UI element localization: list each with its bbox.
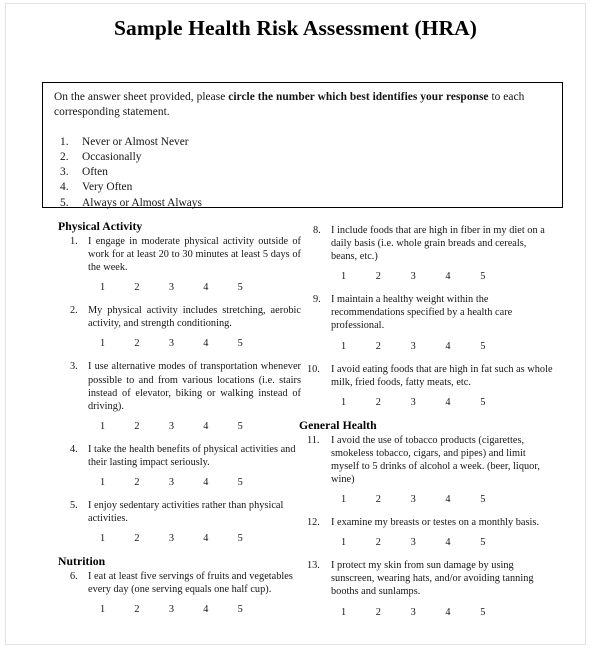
rating-option-2[interactable]: 2 (134, 338, 140, 350)
question-text: I maintain a healthy weight within the recommendations specified by a health care professional. (331, 294, 513, 332)
rating-scale-q6[interactable] (58, 604, 272, 616)
rating-option-4[interactable]: 4 (445, 494, 451, 506)
question-number: 2. (70, 305, 78, 317)
question-number: 13. (307, 560, 320, 572)
question-number: 9. (313, 294, 321, 306)
question-6 (58, 570, 301, 596)
question-number: 4. (70, 443, 78, 455)
instruction-lead-before: On the answer sheet provided, please (54, 91, 229, 103)
rating-option-2[interactable]: 2 (375, 494, 381, 506)
scale-legend-item (54, 150, 552, 165)
rating-option-3[interactable]: 3 (168, 420, 174, 432)
question-number: 12. (307, 517, 320, 529)
question-number: 6. (70, 571, 78, 583)
question-text: I use alternative modes of transportation whenever possible to and from various locations (i.e. stairs instead of elevator, biking or walking instead of driving). (88, 361, 301, 412)
instruction-box (42, 82, 563, 208)
rating-option-4[interactable]: 4 (445, 271, 451, 283)
question-text: I engage in moderate physical activity outside of work for at least 20 to 30 minutes at least 5 days of the week. (88, 236, 301, 274)
scale-legend-label: Never or Almost Never (82, 135, 189, 148)
rating-option-2[interactable]: 2 (375, 396, 381, 408)
question-text: I enjoy sedentary activities rather than physical activities. (88, 500, 284, 525)
rating-option-2[interactable]: 2 (134, 420, 140, 432)
scale-legend-number: 1. (60, 135, 69, 148)
scale-legend-item (54, 165, 552, 180)
rating-option-1[interactable]: 1 (100, 420, 106, 432)
rating-option-5[interactable]: 5 (237, 477, 243, 489)
question-9 (301, 293, 553, 332)
rating-option-3[interactable]: 3 (410, 494, 416, 506)
rating-option-1[interactable]: 1 (341, 271, 347, 283)
rating-option-2[interactable]: 2 (375, 340, 381, 352)
column-right (301, 220, 553, 629)
rating-option-2[interactable]: 2 (375, 537, 381, 549)
rating-option-5[interactable]: 5 (237, 420, 243, 432)
instruction-lead-after: to each corresponding statement. (54, 91, 525, 119)
question-3 (58, 360, 301, 412)
rating-option-4[interactable]: 4 (445, 396, 451, 408)
rating-option-3[interactable]: 3 (168, 282, 174, 294)
question-2 (58, 304, 301, 330)
scale-legend-label: Occasionally (82, 151, 142, 164)
rating-scale-q1[interactable] (58, 282, 272, 294)
rating-option-4[interactable]: 4 (203, 338, 209, 350)
rating-option-2[interactable]: 2 (134, 533, 140, 545)
question-number: 3. (70, 361, 78, 373)
question-text: I avoid the use of tobacco products (cigarettes, smokeless tobacco, cigars, and pipes) and limit myself to 5 drinks of alcohol a week. (beer, liquor, wine) (331, 434, 540, 486)
question-number: 1. (70, 236, 78, 247)
question-text: My physical activity includes stretching, aerobic activity, and strength conditioning. (88, 305, 301, 330)
question-12 (301, 516, 553, 529)
question-4 (58, 443, 301, 469)
question-5 (58, 499, 301, 525)
document-page (5, 3, 586, 645)
rating-option-1[interactable]: 1 (100, 282, 106, 294)
rating-option-1[interactable]: 1 (100, 477, 106, 489)
rating-option-2[interactable]: 2 (375, 606, 381, 618)
rating-option-3[interactable]: 3 (410, 606, 416, 618)
rating-option-1[interactable]: 1 (341, 606, 347, 618)
rating-option-5[interactable]: 5 (237, 282, 243, 294)
question-number: 11. (307, 434, 320, 446)
question-11 (301, 434, 553, 486)
question-number: 10. (307, 363, 320, 375)
instruction-paragraph (54, 90, 552, 121)
rating-option-4[interactable]: 4 (203, 533, 209, 545)
question-text: I protect my skin from sun damage by using sunscreen, wearing hats, and/or avoiding tanning booths and sunlamps. (331, 560, 534, 598)
questionnaire-body (6, 220, 586, 645)
rating-option-1[interactable]: 1 (341, 340, 347, 352)
scale-legend-list (54, 135, 552, 211)
section-heading-general-health: General Health (299, 418, 377, 432)
rating-option-5[interactable]: 5 (237, 533, 243, 545)
question-number: 8. (313, 225, 321, 236)
rating-scale-q12[interactable] (301, 537, 515, 549)
rating-option-2[interactable]: 2 (134, 604, 140, 616)
question-text: I avoid eating foods that are high in fat such as whole milk, fried foods, fatty meats, etc. (331, 363, 553, 388)
scale-legend-item (54, 196, 552, 211)
rating-option-5[interactable]: 5 (480, 606, 486, 618)
question-1 (58, 235, 301, 274)
rating-scale-q9[interactable] (301, 341, 515, 353)
rating-option-4[interactable]: 4 (203, 477, 209, 489)
rating-option-5[interactable]: 5 (480, 494, 486, 506)
scale-legend-number: 3. (60, 166, 69, 179)
scale-legend-number: 2. (60, 151, 69, 164)
rating-option-2[interactable]: 2 (375, 271, 381, 283)
rating-option-2[interactable]: 2 (134, 477, 140, 489)
rating-option-4[interactable]: 4 (203, 420, 209, 432)
scale-legend-item (54, 180, 552, 195)
rating-option-3[interactable]: 3 (168, 477, 174, 489)
rating-option-4[interactable]: 4 (445, 537, 451, 549)
rating-option-1[interactable]: 1 (100, 533, 106, 545)
rating-option-3[interactable]: 3 (410, 396, 416, 408)
question-text: I include foods that are high in fiber in my diet on a daily basis (i.e. whole grain breads and cereals, beans, etc.) (331, 225, 545, 263)
rating-option-3[interactable]: 3 (410, 537, 416, 549)
rating-option-4[interactable]: 4 (445, 606, 451, 618)
question-13 (301, 559, 553, 598)
rating-option-5[interactable]: 5 (480, 340, 486, 352)
question-text: I take the health benefits of physical activities and their lasting impact seriously. (88, 443, 296, 468)
rating-option-3[interactable]: 3 (168, 533, 174, 545)
rating-option-3[interactable]: 3 (168, 338, 174, 350)
question-number: 5. (70, 500, 78, 512)
rating-option-4[interactable]: 4 (445, 340, 451, 352)
rating-option-4[interactable]: 4 (203, 282, 209, 294)
scale-legend-label: Very Often (82, 181, 133, 194)
rating-option-5[interactable]: 5 (480, 537, 486, 549)
question-text: I examine my breasts or testes on a monthly basis. (331, 517, 540, 529)
rating-option-1[interactable]: 1 (100, 338, 106, 350)
question-8 (301, 224, 553, 263)
rating-scale-q13[interactable] (301, 607, 515, 619)
rating-option-1[interactable]: 1 (341, 537, 347, 549)
rating-scale-q4[interactable] (58, 477, 272, 489)
scale-legend-label: Always or Almost Always (82, 196, 202, 209)
rating-option-1[interactable]: 1 (341, 494, 347, 506)
rating-option-1[interactable]: 1 (100, 604, 106, 616)
page-title: Sample Health Risk Assessment (HRA) (113, 16, 478, 40)
rating-option-5[interactable]: 5 (237, 338, 243, 350)
rating-scale-q3[interactable] (58, 421, 272, 433)
section-heading-nutrition: Nutrition (58, 555, 106, 569)
rating-option-3[interactable]: 3 (410, 340, 416, 352)
question-text: I eat at least five servings of fruits and vegetables every day (one serving equals one half cup). (88, 571, 293, 596)
scale-legend-item (54, 135, 552, 150)
rating-scale-q2[interactable] (58, 338, 272, 350)
rating-option-5[interactable]: 5 (237, 604, 243, 616)
rating-option-5[interactable]: 5 (480, 396, 486, 408)
rating-scale-q8[interactable] (301, 271, 515, 283)
section-heading-physical-activity: Physical Activity (58, 220, 143, 233)
rating-option-3[interactable]: 3 (410, 271, 416, 283)
rating-scale-q10[interactable] (301, 397, 515, 409)
rating-option-4[interactable]: 4 (203, 604, 209, 616)
rating-option-3[interactable]: 3 (168, 604, 174, 616)
scale-legend-number: 4. (60, 181, 69, 194)
instruction-lead-bold: circle the number which best identifies your response (228, 91, 489, 103)
rating-scale-q11[interactable] (301, 494, 515, 506)
rating-option-1[interactable]: 1 (341, 396, 347, 408)
rating-option-5[interactable]: 5 (480, 271, 486, 283)
question-10 (301, 363, 553, 389)
rating-scale-q5[interactable] (58, 533, 272, 545)
scale-legend-number: 5. (60, 196, 69, 209)
scale-legend-label: Often (82, 166, 108, 179)
column-left (58, 220, 301, 626)
rating-option-2[interactable]: 2 (134, 282, 140, 294)
